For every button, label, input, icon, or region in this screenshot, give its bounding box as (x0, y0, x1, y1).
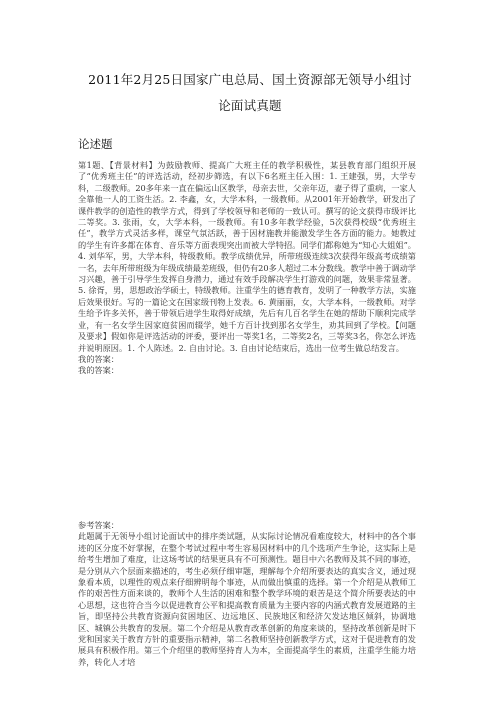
my-answer-label-1: 我的答案： (78, 353, 119, 364)
section-heading: 论述题 (78, 137, 113, 151)
reference-text: 此题属于无领导小组讨论面试中的排序类试题，从实际讨论情况看难度较大，材料中的各个事迹的区分度不好掌握，在整个考试过程中考生容易因材料中的几个选项产生争论，这实际上是给考生增加了难度，让这场考试的结果更具有不可预测性。题目中六名教师及其不同的事迹，是分别从六个层面来描述的，考生必须仔细审题，理解每个介绍所要表达的真实含义，通过现象看本质，以理性的观点来仔细辨明每个事迹，从而做出慎重的选择。第一个介绍是从教师工作的艰苦性方面来谈的，教师个人生活的困难和整个教学环境的艰苦是这个简介所要表达的中心思想，这也符合当今以促进教育公平和提高教育质量为主要内容的内涵式教育发展道路的主旨，即坚持公共教育资源向贫困地区、边远地区、民族地区和经济欠发达地区倾斜，协调地区、城镇公共教育的发展。第二个介绍是从教育改革创新的角度来谈的，坚持改革创新是时下党和国家关于教育方针的重要指示精神，第二名教师坚持创新教学方式，这对于促进教育的发展具有积极作用。第三个介绍里的教师坚持育人为本，全面提高学生的素质，注重学生能力培养，转化人才培 (78, 531, 416, 667)
reference-answer (78, 520, 416, 668)
page-title-line2: 论面试真题 (218, 98, 282, 113)
reference-label: 参考答案： (78, 520, 119, 530)
question-text: 第1题、【背景材料】为鼓励教师、提高广大班主任的教学积极性，某县教育部门组织开展了“优秀班主任”的评选活动，经初步筛选，有以下6名班主任入围：1. 王建强，男，大学专科，二级教师。20多年来一直在偏远山区教学，母亲去世，父亲年迈，妻子得了重病，一家人全靠他一人的工资生活。2. 李鑫，女，大学本科，一级教师。从2001年开始教学，研发出了课件教学的创造性的教学方式，得到了学校领导和老师的一致认可。撰写的论文获得市级评比二等奖。3. 张雨，女，大学本科，一级教师。有10多年教学经验，5次获得校级“优秀班主任”，教学方式灵活多样，课堂气氛活跃，善于因材施教并能激发学生各方面的能力。她教过的学生有许多都在体育、音乐等方面表现突出而被大学特招。同学们都称她为“知心大姐姐”。4. 刘华军，男，大学本科，特级教师。教学成绩优异，所带班级连续3次获得年级高考成绩第一名，去年所带班级为年级成绩最差班级，但仍有20多人超过二本分数线。教学中善于调动学习兴趣，善于引导学生发挥自身潜力，通过有效手段解决学生打游戏的问题，效果非常显著。5. 徐胥，男，思想政治学硕士，特级教师。注重学生的德育教育，发明了一种教学方法，实施后效果很好。写的一篇论文在国家级刊物上发表。6. 黄丽丽，女，大学本科，一级教师。对学生给予许多关怀，善于带领后进学生取得好成绩，先后有几百名学生在她的帮助下顺利完成学业，有一名女学生因家庭贫困而辍学，她千方百计找到那名女学生，劝其回到了学校。【问题及要求】假如你是评选活动的评委，要评出一等奖1名，二等奖2名，三等奖3名，你怎么评选并说明原因。1. 个人陈述。2. 自由讨论。3. 自由讨论结束后，选出一位考生做总结发言。 (78, 160, 416, 353)
question-body (78, 160, 416, 377)
my-answer-label-2: 我的答案： (78, 365, 119, 376)
page-title-line1: 2011年2月25日国家广电总局、国土资源部无领导小组讨 (88, 72, 412, 87)
